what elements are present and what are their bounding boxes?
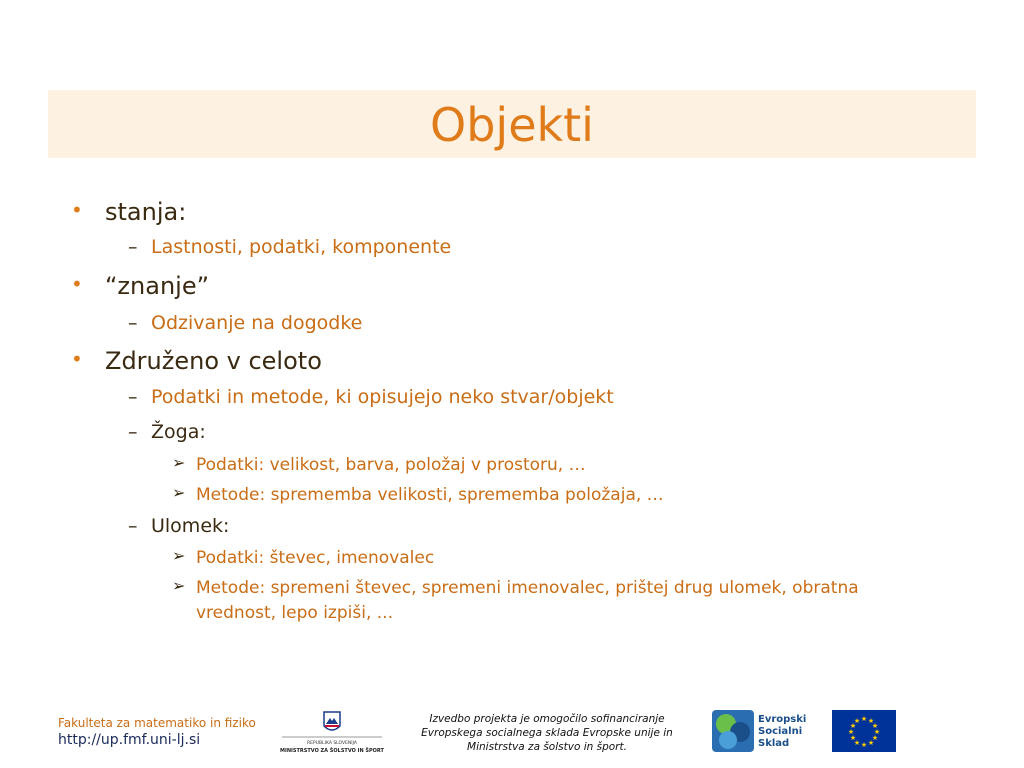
svg-text:★: ★ [847,728,855,736]
subbullet-text: Ulomek: [151,515,230,537]
esf-line1: Evropski [758,714,807,725]
esf-line2: Socialni [758,726,803,737]
subbullet-text: Žoga: [151,421,206,443]
subbullet-text: Odzivanje na dogodke [151,312,363,334]
funding-note: Izvedbo projekta je omogočilo sofinanciranje Evropskega socialnega sklada Evropske unije in Ministrstva za šolstvo in šport. [421,713,673,753]
subbullet-text: Podatki in metode, ki opisujejo neko stvar/objekt [151,386,614,408]
svg-text:★: ★ [853,739,861,747]
bullet-text: Združeno v celoto [105,347,322,375]
arrow-marker-icon: ➢ [172,483,186,502]
svg-text:★: ★ [873,728,881,736]
title-band [48,90,976,158]
svg-text:★: ★ [867,717,875,725]
dash-marker: – [128,515,138,537]
ministry-logo [280,710,384,754]
item-text: Podatki: števec, imenovalec [196,548,435,568]
svg-text:★: ★ [849,734,857,742]
bullet-text: stanja: [105,198,187,226]
bullet-marker: • [71,272,83,296]
item-text: Metode: spremeni števec, spremeni imenovalec, prištej drug ulomek, obratna vrednost, lepo izpiši, ... [196,578,859,623]
ministry-line1: REPUBLIKA SLOVENIJA [307,741,357,746]
svg-text:★: ★ [871,722,879,730]
dash-marker: – [128,421,138,443]
bullet-marker: • [71,198,83,222]
faculty-url-link[interactable]: http://up.fmf.uni-lj.si [58,732,201,748]
ministry-line2: MINISTRSTVO ZA ŠOLSTVO IN ŠPORT [280,748,384,754]
bullet-text: “znanje” [105,272,210,300]
dash-marker: – [128,312,138,334]
arrow-marker-icon: ➢ [172,576,186,595]
slide-title: Objekti [430,98,594,152]
faculty-name: Fakulteta za matematiko in fiziko [58,716,256,730]
dash-marker: – [128,386,138,408]
item-text: Metode: sprememba velikosti, sprememba položaja, … [196,485,664,505]
eu-flag-icon [832,710,896,752]
item-text: Podatki: velikost, barva, položaj v prostoru, … [196,455,586,475]
dash-marker: – [128,236,138,258]
esf-line3: Sklad [758,738,790,749]
bullet-marker: • [71,347,83,371]
svg-text:★: ★ [853,717,861,725]
svg-text:★: ★ [867,739,875,747]
subbullet-text: Lastnosti, podatki, komponente [151,236,452,258]
arrow-marker-icon: ➢ [172,546,186,565]
svg-text:★: ★ [871,734,879,742]
footer-faculty [58,716,256,748]
esf-logo [712,710,812,752]
svg-text:★: ★ [849,722,857,730]
svg-text:★: ★ [860,741,868,749]
svg-text:★: ★ [860,715,868,723]
arrow-marker-icon: ➢ [172,453,186,472]
